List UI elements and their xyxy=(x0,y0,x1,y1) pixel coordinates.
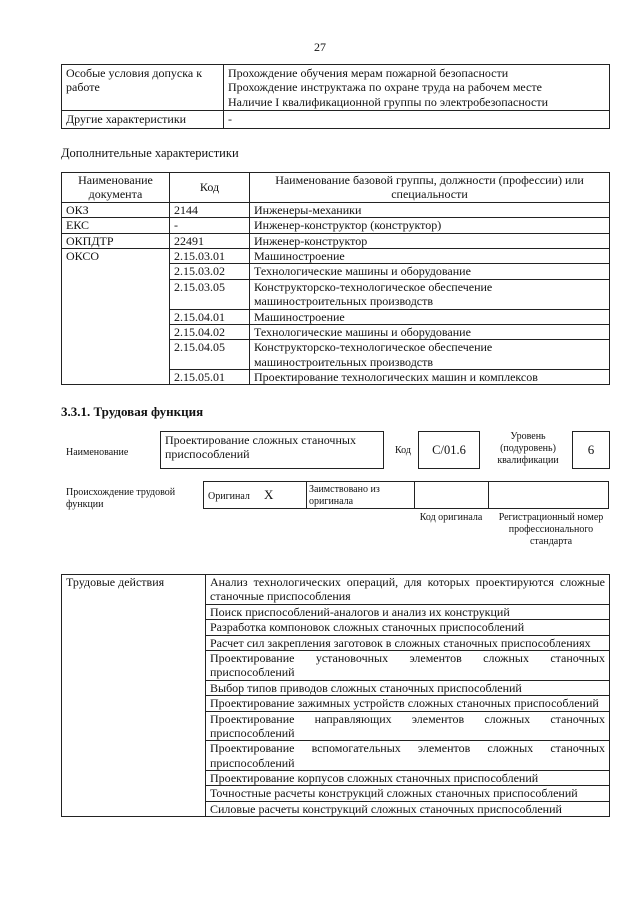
action-item: Проектирование направляющих элементов сложных станочных приспособлений xyxy=(206,711,610,741)
function-code: С/01.6 xyxy=(418,431,480,469)
other-label: Другие характеристики xyxy=(62,111,224,128)
cell-code: 2.15.04.02 xyxy=(170,324,250,339)
table-row xyxy=(62,65,610,111)
level-value: 6 xyxy=(572,431,610,469)
table-row xyxy=(62,233,610,248)
action-item: Силовые расчеты конструкций сложных станочных приспособлений xyxy=(206,801,610,816)
cell-code: 2144 xyxy=(170,202,250,217)
table-header-row xyxy=(62,173,610,203)
actions-table xyxy=(61,574,610,817)
cell-code: 2.15.04.05 xyxy=(170,340,250,370)
table-row xyxy=(62,202,610,217)
action-item: Точностные расчеты конструкций сложных станочных приспособлений xyxy=(206,786,610,801)
conditions-values xyxy=(224,65,610,111)
conditions-table xyxy=(61,64,610,129)
additional-table xyxy=(61,172,610,385)
original-label: Оригинал xyxy=(208,491,250,502)
conditions-value: Прохождение обучения мерам пожарной безопасности xyxy=(228,66,509,80)
actions-label: Трудовые действия xyxy=(62,575,206,817)
page-number: 27 xyxy=(314,40,326,54)
code-original-label: Код оригинала xyxy=(419,512,483,523)
divider xyxy=(306,482,307,508)
cell-name: Проектирование технологических машин и комплексов xyxy=(250,370,610,385)
conditions-value: Прохождение инструктажа по охране труда на рабочем месте xyxy=(228,80,542,95)
table-row xyxy=(62,218,610,233)
divider xyxy=(414,482,415,508)
action-item: Разработка компоновок сложных станочных приспособлений xyxy=(206,620,610,635)
table-row xyxy=(62,111,610,128)
cell-code: 2.15.03.05 xyxy=(170,279,250,309)
action-item: Проектирование зажимных устройств сложных станочных приспособлений xyxy=(206,696,610,711)
function-name: Проектирование сложных станочных приспособлений xyxy=(160,431,384,469)
additional-title: Дополнительные характеристики xyxy=(61,146,239,160)
action-item: Анализ технологических операций, для которых проектируются сложные станочные приспособления xyxy=(206,575,610,605)
cell-name: Инженер-конструктор (конструктор) xyxy=(250,218,610,233)
cell-code: 2.15.05.01 xyxy=(170,370,250,385)
origin-label: Происхождение трудовой функции xyxy=(66,487,176,510)
cell-doc: ОКЗ xyxy=(62,202,170,217)
cell-name: Машиностроение xyxy=(250,309,610,324)
conditions-value: Наличие I квалификационной группы по электробезопасности xyxy=(228,94,549,109)
other-value: - xyxy=(224,111,610,128)
cell-name: Технологические машины и оборудование xyxy=(250,324,610,339)
cell-doc: ЕКС xyxy=(62,218,170,233)
cell-name: Технологические машины и оборудование xyxy=(250,264,610,279)
cell-code: 2.15.03.02 xyxy=(170,264,250,279)
reg-number-label: Регистрационный номер профессионального стандарта xyxy=(498,512,604,547)
cell-name: Конструкторско-технологическое обеспечение машиностроительных производств xyxy=(250,340,610,370)
cell-doc: ОКПДТР xyxy=(62,233,170,248)
action-item: Выбор типов приводов сложных станочных приспособлений xyxy=(206,680,610,695)
cell-name: Инженеры-механики xyxy=(250,202,610,217)
code-label: Код xyxy=(395,445,411,456)
cell-doc: ОКСО xyxy=(62,248,170,385)
original-mark: Х xyxy=(264,487,274,502)
header-name: Наименование базовой группы, должности (профессии) или специальности xyxy=(250,173,610,203)
conditions-label: Особые условия допуска к работе xyxy=(62,65,224,111)
header-code: Код xyxy=(170,173,250,203)
cell-code: 2.15.03.01 xyxy=(170,248,250,263)
cell-code: 22491 xyxy=(170,233,250,248)
table-row xyxy=(62,248,610,263)
cell-code: - xyxy=(170,218,250,233)
cell-name: Машиностроение xyxy=(250,248,610,263)
action-item: Поиск приспособлений-аналогов и анализ их конструкций xyxy=(206,604,610,619)
cell-name: Инженер-конструктор xyxy=(250,233,610,248)
level-label: Уровень (подуровень) квалификации xyxy=(497,431,559,466)
cell-name: Конструкторско-технологическое обеспечение машиностроительных производств xyxy=(250,279,610,309)
action-item: Проектирование установочных элементов сложных станочных приспособлений xyxy=(206,650,610,680)
action-item: Проектирование корпусов сложных станочных приспособлений xyxy=(206,771,610,786)
function-title: 3.3.1. Трудовая функция xyxy=(61,404,204,419)
cell-code: 2.15.04.01 xyxy=(170,309,250,324)
table-row xyxy=(62,575,610,605)
divider xyxy=(488,482,489,508)
action-item: Расчет сил закрепления заготовок в сложных станочных приспособлениях xyxy=(206,635,610,650)
name-label: Наименование xyxy=(66,447,129,458)
borrowed-label: Заимствовано из оригинала xyxy=(309,484,380,507)
action-item: Проектирование вспомогательных элементов сложных станочных приспособлений xyxy=(206,741,610,771)
header-doc: Наименование документа xyxy=(62,173,170,203)
